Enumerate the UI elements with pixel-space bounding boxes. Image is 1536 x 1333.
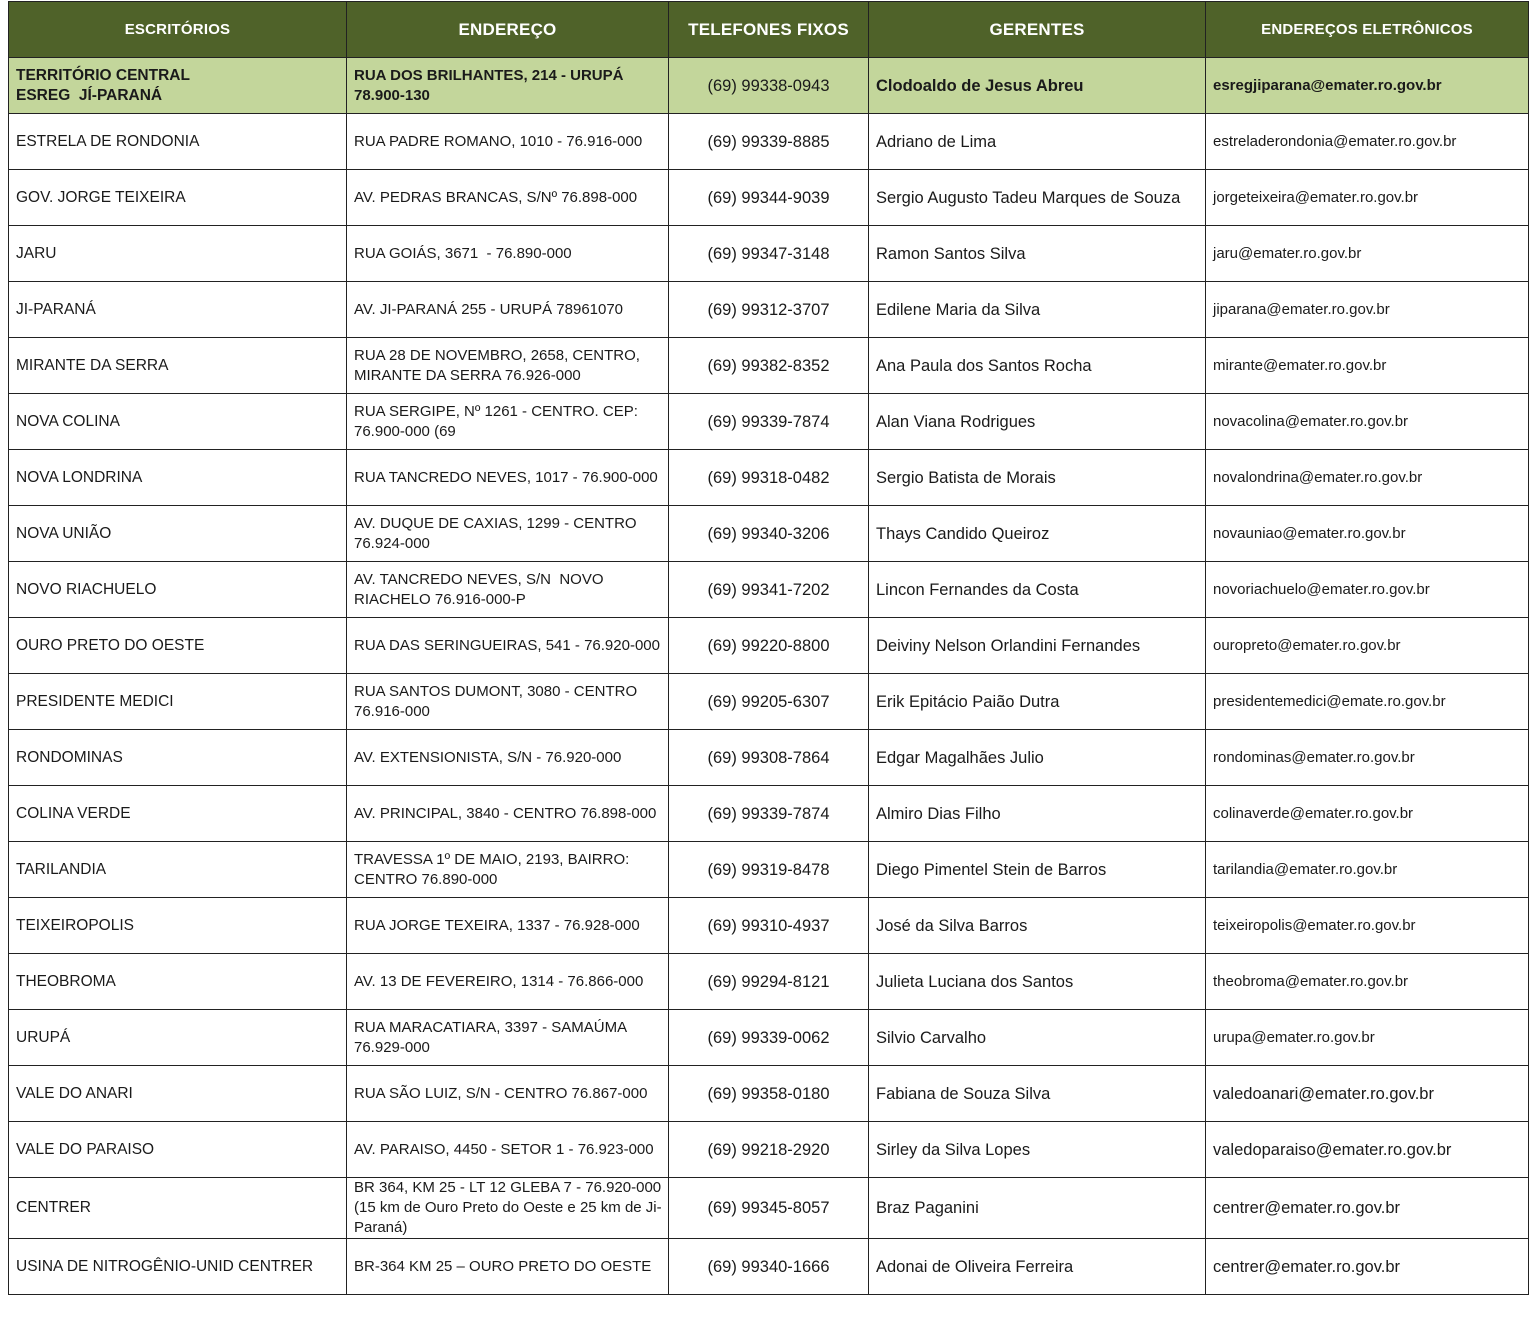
office-cell: JARU [9, 226, 347, 282]
phone-cell: (69) 99318-0482 [669, 450, 869, 506]
phone-cell: (69) 99345-8057 [669, 1178, 869, 1239]
address-cell [347, 618, 669, 674]
table-row [9, 1010, 1529, 1066]
address-cell [347, 562, 669, 618]
address-cell [347, 450, 669, 506]
table-row [9, 1178, 1529, 1239]
office-cell: URUPÁ [9, 1010, 347, 1066]
email-cell: presidentemedici@emate.ro.gov.br [1206, 674, 1529, 730]
email-cell: centrer@emater.ro.gov.br [1206, 1178, 1529, 1239]
manager-cell: Ana Paula dos Santos Rocha [869, 338, 1206, 394]
manager-cell: Lincon Fernandes da Costa [869, 562, 1206, 618]
office-line: ESREG JÍ-PARANÁ [16, 86, 163, 104]
address-cell [347, 394, 669, 450]
phone-cell: (69) 99347-3148 [669, 226, 869, 282]
phone-cell: (69) 99339-7874 [669, 394, 869, 450]
address-cell [347, 1066, 669, 1122]
table-row [9, 226, 1529, 282]
table-row [9, 954, 1529, 1010]
table-row-regional [9, 58, 1529, 114]
address-line: RUA DAS SERINGUEIRAS, 541 - 76.920-000 [354, 636, 660, 654]
email-cell: colinaverde@emater.ro.gov.br [1206, 786, 1529, 842]
table-row [9, 170, 1529, 226]
office-cell: THEOBROMA [9, 954, 347, 1010]
email-cell: mirante@emater.ro.gov.br [1206, 338, 1529, 394]
address-line: BR-364 KM 25 – OURO PRETO DO OESTE [354, 1257, 652, 1275]
address-cell [347, 786, 669, 842]
address-line: AV. PRINCIPAL, 3840 - CENTRO 76.898-000 [354, 804, 657, 822]
email-cell: theobroma@emater.ro.gov.br [1206, 954, 1529, 1010]
address-cell [347, 1010, 669, 1066]
phone-cell: (69) 99382-8352 [669, 338, 869, 394]
address-line: AV. PARAISO, 4450 - SETOR 1 - 76.923-000 [354, 1140, 654, 1158]
email-cell: novacolina@emater.ro.gov.br [1206, 394, 1529, 450]
email-cell: novauniao@emater.ro.gov.br [1206, 506, 1529, 562]
phone-cell: (69) 99358-0180 [669, 1066, 869, 1122]
table-row [9, 450, 1529, 506]
address-line: (15 km de Ouro Preto do Oeste e 25 km de Ji- [354, 1199, 662, 1216]
manager-cell: Thays Candido Queiroz [869, 506, 1206, 562]
address-line: 76.924-000 [354, 534, 430, 552]
email-cell: valedoparaiso@emater.ro.gov.br [1206, 1122, 1529, 1178]
address-cell [347, 282, 669, 338]
office-cell: ESTRELA DE RONDONIA [9, 114, 347, 170]
phone-cell: (69) 99339-8885 [669, 114, 869, 170]
address-line: AV. 13 DE FEVEREIRO, 1314 - 76.866-000 [354, 972, 644, 990]
table-row [9, 674, 1529, 730]
email-cell: tarilandia@emater.ro.gov.br [1206, 842, 1529, 898]
address-line: AV. PEDRAS BRANCAS, S/Nº 76.898-000 [354, 188, 638, 206]
address-line: RIACHELO 76.916-000-P [354, 590, 526, 608]
office-cell: PRESIDENTE MEDICI [9, 674, 347, 730]
office-cell: CENTRER [9, 1178, 347, 1239]
address-line: 76.929-000 [354, 1038, 430, 1056]
header-office: ESCRITÓRIOS [9, 2, 347, 58]
table-row [9, 1239, 1529, 1295]
phone-cell: (69) 99340-1666 [669, 1239, 869, 1295]
email-cell: estreladerondonia@emater.ro.gov.br [1206, 114, 1529, 170]
manager-cell: Diego Pimentel Stein de Barros [869, 842, 1206, 898]
phone-cell: (69) 99310-4937 [669, 898, 869, 954]
office-cell: GOV. JORGE TEIXEIRA [9, 170, 347, 226]
office-cell: TARILANDIA [9, 842, 347, 898]
email-cell: esregjiparana@emater.ro.gov.br [1206, 58, 1529, 114]
address-line: AV. JI-PARANÁ 255 - URUPÁ 78961070 [354, 300, 624, 318]
email-cell: jaru@emater.ro.gov.br [1206, 226, 1529, 282]
table-row [9, 618, 1529, 674]
office-cell: RONDOMINAS [9, 730, 347, 786]
phone-cell: (69) 99340-3206 [669, 506, 869, 562]
email-cell: novalondrina@emater.ro.gov.br [1206, 450, 1529, 506]
office-cell: USINA DE NITROGÊNIO-UNID CENTRER [9, 1239, 347, 1295]
address-cell [347, 1122, 669, 1178]
manager-cell: Almiro Dias Filho [869, 786, 1206, 842]
address-line: 78.900-130 [354, 86, 430, 104]
address-line: TRAVESSA 1º DE MAIO, 2193, BAIRRO: [354, 850, 630, 868]
address-line: AV. EXTENSIONISTA, S/N - 76.920-000 [354, 748, 622, 766]
address-line: Paraná) [354, 1219, 408, 1236]
office-cell: VALE DO PARAISO [9, 1122, 347, 1178]
phone-cell: (69) 99205-6307 [669, 674, 869, 730]
email-cell: novoriachuelo@emater.ro.gov.br [1206, 562, 1529, 618]
table-row [9, 1122, 1529, 1178]
manager-cell: Julieta Luciana dos Santos [869, 954, 1206, 1010]
address-cell [347, 226, 669, 282]
phone-cell: (69) 99220-8800 [669, 618, 869, 674]
table-row [9, 730, 1529, 786]
manager-cell: José da Silva Barros [869, 898, 1206, 954]
phone-cell: (69) 99312-3707 [669, 282, 869, 338]
office-cell: MIRANTE DA SERRA [9, 338, 347, 394]
manager-cell: Adonai de Oliveira Ferreira [869, 1239, 1206, 1295]
manager-cell: Sergio Batista de Morais [869, 450, 1206, 506]
address-cell [347, 506, 669, 562]
address-line: AV. TANCREDO NEVES, S/N NOVO [354, 570, 604, 588]
header-address: ENDEREÇO [347, 2, 669, 58]
address-cell [347, 954, 669, 1010]
address-line: CENTRO 76.890-000 [354, 870, 498, 888]
address-line: RUA TANCREDO NEVES, 1017 - 76.900-000 [354, 468, 658, 486]
phone-cell: (69) 99344-9039 [669, 170, 869, 226]
office-cell [9, 58, 347, 114]
address-cell [347, 898, 669, 954]
office-cell: COLINA VERDE [9, 786, 347, 842]
offices-table [8, 1, 1529, 1295]
email-cell: centrer@emater.ro.gov.br [1206, 1239, 1529, 1295]
email-cell: jorgeteixeira@emater.ro.gov.br [1206, 170, 1529, 226]
address-line: RUA GOIÁS, 3671 - 76.890-000 [354, 244, 572, 262]
header-manager: GERENTES [869, 2, 1206, 58]
phone-cell: (69) 99218-2920 [669, 1122, 869, 1178]
phone-cell: (69) 99341-7202 [669, 562, 869, 618]
manager-cell: Clodoaldo de Jesus Abreu [869, 58, 1206, 114]
phone-cell: (69) 99339-0062 [669, 1010, 869, 1066]
manager-cell: Edgar Magalhães Julio [869, 730, 1206, 786]
manager-cell: Deiviny Nelson Orlandini Fernandes [869, 618, 1206, 674]
office-cell: JI-PARANÁ [9, 282, 347, 338]
phone-cell: (69) 99294-8121 [669, 954, 869, 1010]
address-cell [347, 114, 669, 170]
address-line: RUA 28 DE NOVEMBRO, 2658, CENTRO, [354, 346, 640, 364]
address-line: AV. DUQUE DE CAXIAS, 1299 - CENTRO [354, 514, 637, 532]
header-email: ENDEREÇOS ELETRÔNICOS [1206, 2, 1529, 58]
table-row [9, 394, 1529, 450]
address-line: BR 364, KM 25 - LT 12 GLEBA 7 - 76.920-000 [354, 1179, 662, 1196]
address-line: RUA PADRE ROMANO, 1010 - 76.916-000 [354, 132, 643, 150]
manager-cell: Alan Viana Rodrigues [869, 394, 1206, 450]
address-line: 76.900-000 (69 [354, 422, 456, 440]
manager-cell: Silvio Carvalho [869, 1010, 1206, 1066]
email-cell: ouropreto@emater.ro.gov.br [1206, 618, 1529, 674]
address-line: RUA SÃO LUIZ, S/N - CENTRO 76.867-000 [354, 1084, 648, 1102]
table-row [9, 562, 1529, 618]
phone-cell: (69) 99308-7864 [669, 730, 869, 786]
phone-cell: (69) 99319-8478 [669, 842, 869, 898]
address-line: RUA SERGIPE, Nº 1261 - CENTRO. CEP: [354, 402, 638, 420]
email-cell: valedoanari@emater.ro.gov.br [1206, 1066, 1529, 1122]
address-cell [347, 58, 669, 114]
office-cell: NOVO RIACHUELO [9, 562, 347, 618]
manager-cell: Adriano de Lima [869, 114, 1206, 170]
office-cell: NOVA LONDRINA [9, 450, 347, 506]
email-cell: jiparana@emater.ro.gov.br [1206, 282, 1529, 338]
table-row [9, 338, 1529, 394]
address-line: RUA MARACATIARA, 3397 - SAMAÚMA [354, 1018, 628, 1036]
address-cell [347, 842, 669, 898]
email-cell: rondominas@emater.ro.gov.br [1206, 730, 1529, 786]
office-cell: NOVA UNIÃO [9, 506, 347, 562]
table-row [9, 506, 1529, 562]
office-cell: NOVA COLINA [9, 394, 347, 450]
address-line: 76.916-000 [354, 702, 430, 720]
address-line: RUA SANTOS DUMONT, 3080 - CENTRO [354, 682, 638, 700]
office-cell: TEIXEIROPOLIS [9, 898, 347, 954]
header-phone: TELEFONES FIXOS [669, 2, 869, 58]
header-row [9, 2, 1529, 58]
address-cell [347, 1239, 669, 1295]
table-row [9, 842, 1529, 898]
phone-cell: (69) 99338-0943 [669, 58, 869, 114]
manager-cell: Ramon Santos Silva [869, 226, 1206, 282]
email-cell: teixeiropolis@emater.ro.gov.br [1206, 898, 1529, 954]
table-row [9, 1066, 1529, 1122]
manager-cell: Sergio Augusto Tadeu Marques de Souza [869, 170, 1206, 226]
manager-cell: Sirley da Silva Lopes [869, 1122, 1206, 1178]
manager-cell: Erik Epitácio Paião Dutra [869, 674, 1206, 730]
office-cell: VALE DO ANARI [9, 1066, 347, 1122]
address-line: MIRANTE DA SERRA 76.926-000 [354, 366, 581, 384]
address-line: RUA DOS BRILHANTES, 214 - URUPÁ [354, 66, 624, 84]
address-cell [347, 170, 669, 226]
address-cell [347, 1178, 669, 1239]
address-cell [347, 338, 669, 394]
table-row [9, 282, 1529, 338]
table-row [9, 786, 1529, 842]
manager-cell: Edilene Maria da Silva [869, 282, 1206, 338]
office-line: TERRITÓRIO CENTRAL [16, 66, 190, 84]
email-cell: urupa@emater.ro.gov.br [1206, 1010, 1529, 1066]
office-cell: OURO PRETO DO OESTE [9, 618, 347, 674]
address-cell [347, 730, 669, 786]
address-cell [347, 674, 669, 730]
address-line: RUA JORGE TEXEIRA, 1337 - 76.928-000 [354, 916, 640, 934]
table-row [9, 114, 1529, 170]
manager-cell: Fabiana de Souza Silva [869, 1066, 1206, 1122]
phone-cell: (69) 99339-7874 [669, 786, 869, 842]
table-row [9, 898, 1529, 954]
manager-cell: Braz Paganini [869, 1178, 1206, 1239]
